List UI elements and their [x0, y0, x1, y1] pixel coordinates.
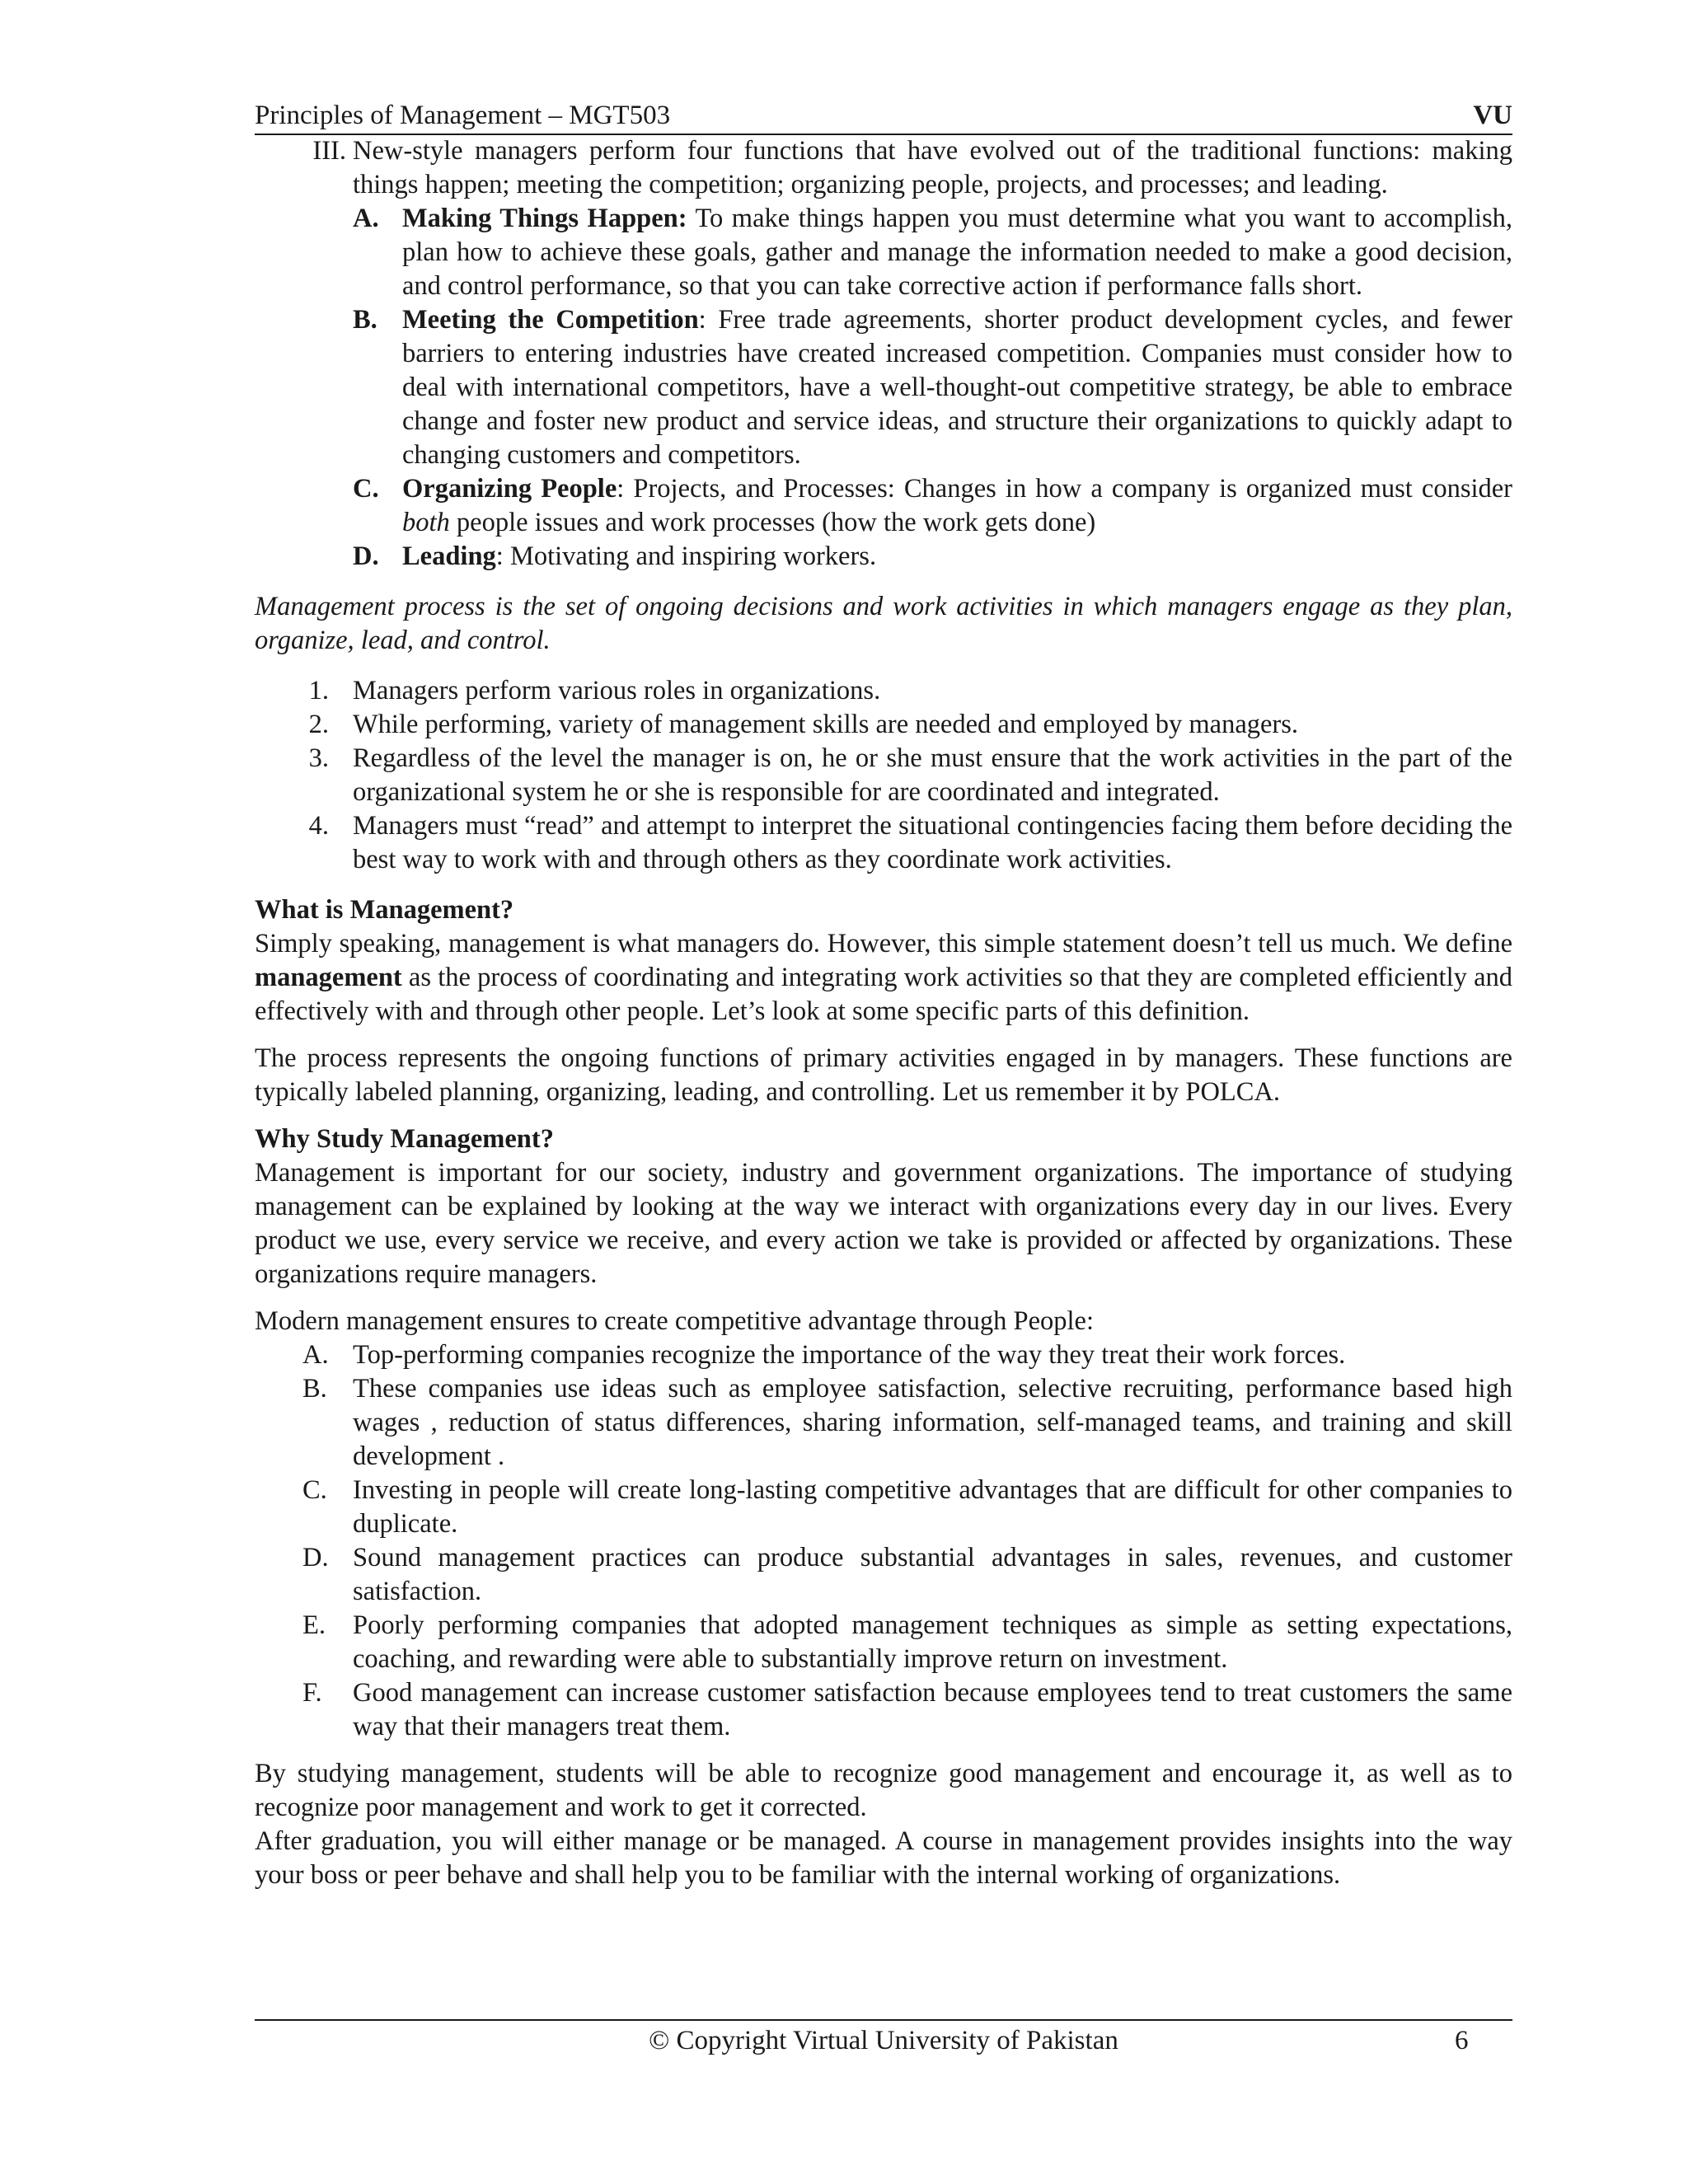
function-item-making-things-happen — [255, 202, 1512, 303]
list-item-text: Regardless of the level the manager is on, he or she must ensure that the work activities in the part of the organizational system he or she is responsible for are coordinated and integrated. — [353, 743, 1512, 807]
paragraph-text-cont: as the process of coordinating and integrating work activities so that they are completed efficiently and effectively with and through other people. Let’s look at some specific parts of this definition. — [255, 963, 1512, 1026]
paragraph-intro: Modern management ensures to create competitive advantage through People: — [255, 1306, 1094, 1336]
list-item — [255, 708, 1512, 742]
page-number: 6 — [1455, 2026, 1469, 2055]
advantages-list — [255, 1338, 1512, 1744]
list-marker: 4. — [308, 811, 329, 841]
list-item — [255, 742, 1512, 809]
function-title: Leading — [402, 541, 496, 571]
section-iii — [255, 134, 1512, 202]
process-definition: Management process is the set of ongoing decisions and work activities in which managers engage as they plan, organize, lead, and control. — [255, 592, 1512, 655]
function-text: : Motivating and inspiring workers. — [495, 541, 877, 571]
function-text-cont: people issues and work processes (how the work gets done) — [449, 508, 1096, 537]
list-item — [255, 1541, 1512, 1609]
list-item — [255, 1609, 1512, 1676]
footer-copyright: © Copyright Virtual University of Pakistan — [649, 2026, 1118, 2055]
paragraph-text: Simply speaking, management is what managers do. However, this simple statement doesn’t tell us much. We define — [255, 929, 1512, 958]
list-item — [255, 674, 1512, 708]
list-item-text: Managers perform various roles in organizations. — [353, 676, 881, 705]
list-item — [255, 1676, 1512, 1744]
list-marker: B. — [353, 305, 377, 335]
section-iii-text: New-style managers perform four functions that have evolved out of the traditional functions: making things happen; meeting the competition; organizing people, projects, and processes; and leading. — [353, 136, 1512, 199]
list-marker: C. — [353, 474, 379, 504]
paragraph: After graduation, you will either manage or be managed. A course in management provides insights into the way your boss or peer behave and shall help you to be familiar with the internal working of organizations. — [255, 1826, 1512, 1890]
list-item-text: These companies use ideas such as employee satisfaction, selective recruiting, performance based high wages , reduction of status differences, sharing information, self-managed teams, and training and skill development . — [353, 1374, 1512, 1471]
list-marker: C. — [302, 1475, 327, 1505]
function-text: : Free trade agreements, shorter product development cycles, and fewer barriers to entering industries have created increased competition. Companies must consider how to deal with international competitors, have a well-thought-out competitive strategy, be able to embrace change and foster new product and service ideas, and structure their organizations to quickly adapt to changing customers and competitors. — [402, 305, 1512, 470]
function-title: Making Things Happen: — [402, 204, 687, 233]
list-item — [255, 809, 1512, 877]
function-item-organizing-people — [255, 472, 1512, 540]
section-heading-what-is-management: What is Management? — [255, 895, 514, 925]
list-marker: A. — [353, 204, 379, 233]
list-marker: 3. — [308, 743, 329, 773]
list-item-text: Good management can increase customer satisfaction because employees tend to treat customers the same way that their managers treat them. — [353, 1678, 1512, 1741]
function-text: : Projects, and Processes: Changes in how a company is organized must consider — [617, 474, 1512, 504]
bold-term: management — [255, 963, 402, 992]
list-marker: E. — [302, 1610, 326, 1640]
list-marker: 2. — [308, 710, 329, 739]
list-item — [255, 1338, 1512, 1372]
list-marker: F. — [302, 1678, 322, 1708]
list-marker: D. — [302, 1543, 329, 1572]
paragraph — [255, 927, 1512, 1029]
list-item-text: Sound management practices can produce substantial advantages in sales, revenues, and customer satisfaction. — [353, 1543, 1512, 1606]
function-title: Organizing People — [402, 474, 617, 504]
section-heading-why-study-management: Why Study Management? — [255, 1124, 554, 1154]
list-item — [255, 1474, 1512, 1541]
page-content — [255, 134, 1512, 1892]
list-item-text: Top-performing companies recognize the importance of the way they treat their work forces. — [353, 1340, 1346, 1370]
institution-label: VU — [1473, 101, 1512, 130]
page-header — [255, 97, 1512, 135]
course-title: Principles of Management – MGT503 — [255, 101, 671, 130]
list-item — [255, 1372, 1512, 1474]
emphasis-text: both — [402, 508, 450, 537]
list-marker: III. — [312, 136, 346, 166]
list-item-text: Poorly performing companies that adopted management techniques as simple as setting expectations, coaching, and rewarding were able to substantially improve return on investment. — [353, 1610, 1512, 1674]
paragraph: The process represents the ongoing functions of primary activities engaged in by managers. These functions are typically labeled planning, organizing, leading, and controlling. Let us remember it by POLCA. — [255, 1043, 1512, 1107]
function-text: To make things happen you must determine what you want to accomplish, plan how to achieve these goals, gather and manage the information needed to make a good decision, and control performance, so that you can take corrective action if performance falls short. — [402, 204, 1512, 301]
paragraph: Management is important for our society, industry and government organizations. The importance of studying management can be explained by looking at the way we interact with organizations every day in our lives. Every product we use, every service we receive, and every action we take is provided or affected by organizations. These organizations require managers. — [255, 1158, 1512, 1289]
list-item-text: Investing in people will create long-lasting competitive advantages that are difficult for other companies to duplicate. — [353, 1475, 1512, 1539]
function-item-meeting-competition — [255, 303, 1512, 472]
function-title: Meeting the Competition — [402, 305, 699, 335]
process-points-list — [255, 674, 1512, 877]
list-item-text: While performing, variety of management skills are needed and employed by managers. — [353, 710, 1299, 739]
footer-divider — [255, 2019, 1512, 2021]
list-marker: B. — [302, 1374, 327, 1404]
list-marker: A. — [302, 1340, 329, 1370]
list-marker: 1. — [308, 676, 329, 705]
paragraph: By studying management, students will be able to recognize good management and encourage it, as well as to recognize poor management and work to get it corrected. — [255, 1759, 1512, 1822]
list-marker: D. — [353, 541, 379, 571]
function-item-leading — [255, 540, 1512, 574]
list-item-text: Managers must “read” and attempt to interpret the situational contingencies facing them before deciding the best way to work with and through others as they coordinate work activities. — [353, 811, 1512, 874]
